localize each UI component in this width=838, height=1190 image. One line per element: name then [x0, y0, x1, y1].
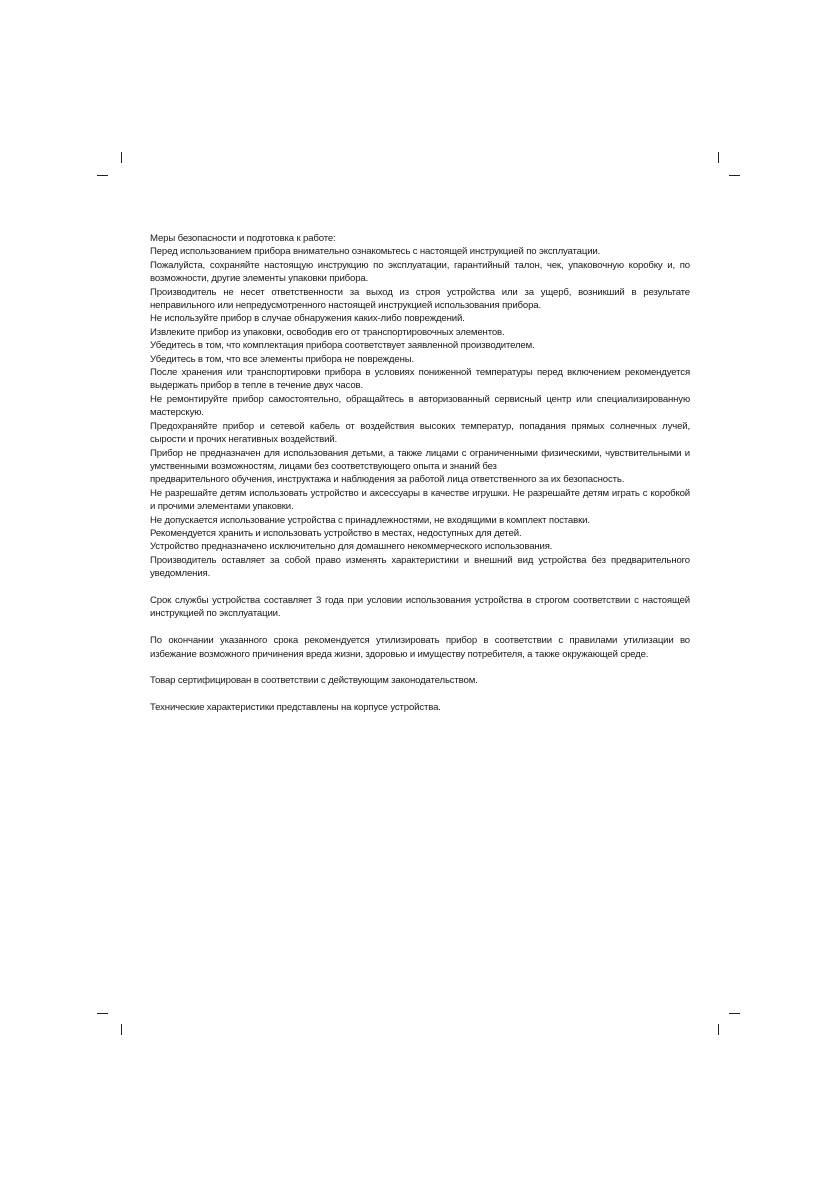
crop-mark-bottom-right-horizontal — [729, 1013, 740, 1014]
safety-item: Рекомендуется хранить и использовать устройство в местах, недоступных для детей. — [150, 527, 522, 539]
specs-note-paragraph: Технические характеристики представлены на корпусе устройства. — [150, 702, 441, 714]
safety-item: Прибор не предназначен для использования детьми, а также лицами с ограниченными физическими, чувствительными и умственными возможностям, лицами без соответствующего опыта и знаний без — [150, 447, 690, 472]
crop-mark-top-left-horizontal — [97, 175, 108, 176]
crop-mark-top-left-vertical — [121, 152, 122, 163]
safety-heading: Меры безопасности и подготовка к работе: — [150, 233, 336, 244]
safety-item: Не допускается использование устройства с принадлежностями, не входящими в комплект поставки. — [150, 514, 590, 526]
crop-mark-top-right-horizontal — [729, 175, 740, 176]
safety-item: Не используйте прибор в случае обнаружения каких-либо повреждений. — [150, 313, 465, 325]
safety-item: Пожалуйста, сохраняйте настоящую инструкцию по эксплуатации, гарантийный талон, чек, упаковочную коробку и, по возможности, другие элементы упаковки прибора. — [150, 259, 690, 285]
certification-paragraph: Товар сертифицирован в соответствии с действующим законодательством. — [150, 675, 478, 687]
safety-item: Не разрешайте детям использовать устройство и аксессуары в качестве игрушки. Не разрешайте детям играть с коробкой и прочими элементами упаковки. — [150, 487, 690, 513]
safety-item: Убедитесь в том, что все элементы прибора не повреждены. — [150, 353, 414, 365]
crop-mark-bottom-left-horizontal — [97, 1013, 108, 1014]
safety-item: Извлеките прибор из упаковки, освободив его от транспортировочных элементов. — [150, 326, 505, 338]
crop-mark-top-right-vertical — [718, 152, 719, 163]
safety-item: Перед использованием прибора внимательно ознакомьтесь с настоящей инструкцией по эксплуатации. — [150, 246, 601, 258]
safety-item: Производитель не несет ответственности за выход из строя устройства или за ущерб, возникший в результате неправильного или непредусмотренного настоящей инструкцией использования прибора. — [150, 286, 690, 312]
safety-item: предварительного обучения, инструктажа и наблюдения за работой лица ответственного за их безопасность. — [150, 474, 625, 486]
safety-item: После хранения или транспортировки прибора в условиях пониженной температуры перед включением рекомендуется выдержать прибор в тепле в течение двух часов. — [150, 367, 690, 392]
crop-mark-bottom-right-vertical — [718, 1024, 719, 1035]
safety-item: Устройство предназначено исключительно для домашнего некоммерческого использования. — [150, 541, 553, 553]
safety-item: Предохраняйте прибор и сетевой кабель от воздействия высоких температур, попадания прямых солнечных лучей, сырости и прочих негативных воздействий. — [150, 420, 690, 446]
service-life-paragraph: Срок службы устройства составляет 3 года при условии использования устройства в строгом соответствии с настоящей инструкцией по эксплуатации. — [150, 594, 690, 620]
document-body — [150, 232, 690, 715]
safety-item: Убедитесь в том, что комплектация прибора соответствует заявленной производителем. — [150, 340, 535, 352]
crop-mark-bottom-left-vertical — [121, 1024, 122, 1035]
safety-item: Производитель оставляет за собой право изменять характеристики и внешний вид устройства без предварительного уведомления. — [150, 554, 690, 580]
safety-item: Не ремонтируйте прибор самостоятельно, обращайтесь в авторизованный сервисный центр или специализированную мастерскую. — [150, 393, 690, 419]
disposal-paragraph: По окончании указанного срока рекомендуется утилизировать прибор в соответствии с правилами утилизации во избежание возможного причинения вреда жизни, здоровью и имуществу потребителя, а также окружающей среде. — [150, 635, 690, 660]
safety-section — [150, 232, 690, 581]
